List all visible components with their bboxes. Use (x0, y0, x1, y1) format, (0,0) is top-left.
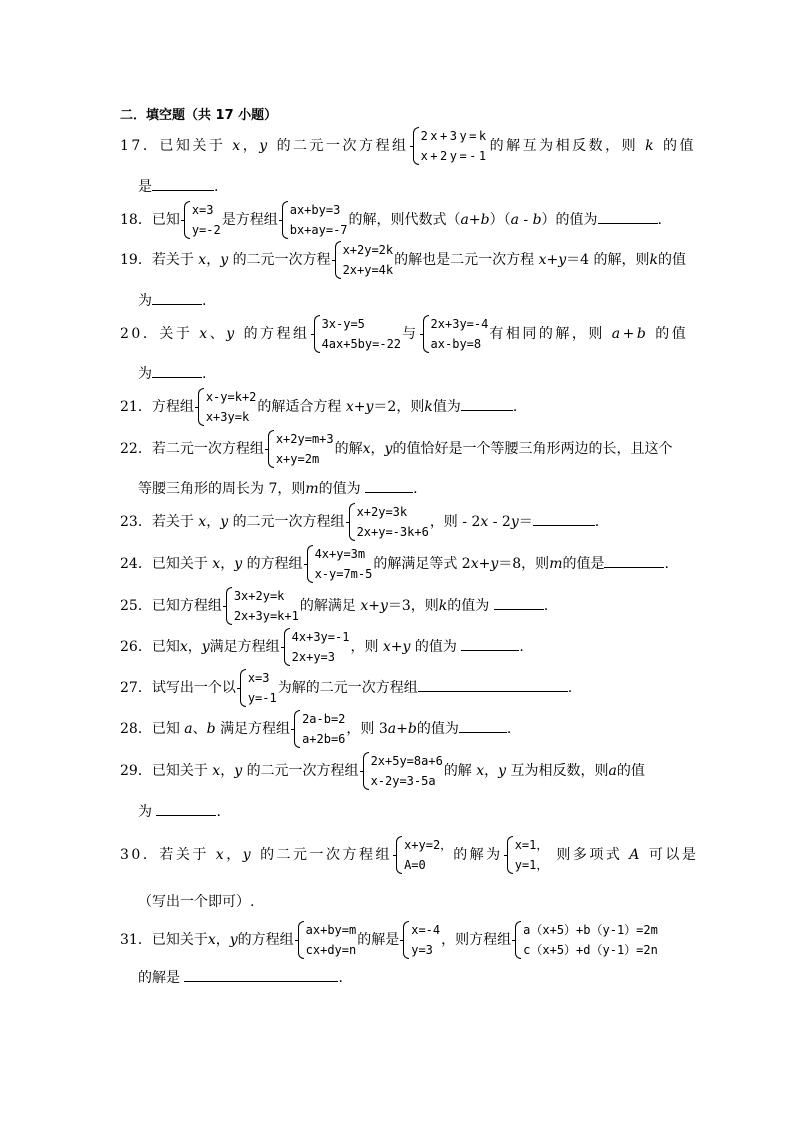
question-20: 20．关于 x、y 的方程组 3x-y=5 4ax+5by=-22 与 2x+3y=-4 ax-by=8 有相同的解，则 a+b 的值 (120, 314, 688, 354)
answer-blank[interactable] (418, 677, 568, 692)
question-24: 24．已知关于 x，y 的方程组 4x+y=3m x-y=7m-5 的解满足等式 2x+y＝8，则m的值是 . (120, 544, 669, 584)
question-22-line2: 等腰三角形的周长为 7，则m的值为 . (138, 478, 418, 499)
answer-blank[interactable] (461, 636, 519, 651)
question-27: 27．试写出一个以 x=3 y=-1 为解的二元一次方程组 . (120, 668, 572, 708)
solution-system: x=1， y=1， (504, 835, 549, 875)
equation-system: 2a-b=2 a+2b=6 (291, 709, 345, 749)
question-29: 29．已知关于 x，y 的二元一次方程组 2x+5y=8a+6 x-2y=3-5a 的解 x，y 互为相反数，则a的值 (120, 751, 645, 791)
question-19: 19．若关于 x，y 的二元一次方程 x+2y=2k 2x+y=4k 的解也是二元一次方程 x+y＝4 的解，则k的值 (120, 240, 686, 280)
answer-blank[interactable] (494, 595, 544, 610)
equation-system: 2x+5y=8a+6 x-2y=3-5a (360, 751, 443, 791)
question-17-line2: 是 . (138, 176, 218, 197)
answer-blank[interactable] (598, 209, 658, 224)
equation-system: x+2y=2k 2x+y=4k (332, 240, 394, 280)
equation-system: x-y=k+2 x+3y=k (195, 387, 257, 427)
question-22: 22．若二元一次方程组 x+2y=m+3 x+y=2m 的解x，y的值恰好是一个等腰三角形两边的长，且这个 (120, 429, 672, 469)
equation-system: 4x+y=3m x-y=7m-5 (304, 544, 373, 584)
solution-system: x=3 y=-2 (181, 200, 221, 240)
question-21: 21．方程组 x-y=k+2 x+3y=k 的解适合方程 x+y＝2，则k值为 . (120, 387, 517, 427)
equation-system: 3x+2y=k 2x+3y=k+1 (223, 586, 299, 626)
answer-blank[interactable] (604, 553, 664, 568)
equation-system: x+y=2， A=0 (393, 835, 452, 875)
solution-system: x=3 y=-1 (237, 668, 277, 708)
equation-system: a（x+5）+b（y-1）=2m c（x+5）+d（y-1）=2n (512, 920, 658, 960)
question-19-line2: 为 . (138, 290, 206, 311)
question-31: 31．已知关于x，y的方程组 ax+by=m cx+dy=n 的解是 x=-4 y=3 ，则方程组 a（x+5）+b（y-1）=2m c（x+5）+d（y-1）=2n (120, 920, 659, 960)
question-20-line2: 为 . (138, 363, 206, 384)
equation-system: 2x+3y=k x+2y=-1 (410, 126, 489, 166)
answer-blank[interactable] (152, 290, 202, 305)
equation-system: 4x+3y=-1 2x+y=3 (281, 627, 350, 667)
solution-system: x=-4 y=3 (400, 920, 440, 960)
question-25: 25．已知方程组 3x+2y=k 2x+3y=k+1 的解满足 x+y＝3，则k的值为 . (120, 586, 548, 626)
answer-blank[interactable] (156, 801, 216, 816)
answer-blank[interactable] (152, 176, 214, 191)
equation-system: ax+by=3 bx+ay=-7 (279, 200, 348, 240)
answer-blank[interactable] (533, 511, 595, 526)
answer-blank[interactable] (152, 363, 202, 378)
section-title: 二．填空题（共 17 小题） (120, 108, 278, 123)
equation-system: x+2y=3k 2x+y=-3k+6 (346, 502, 429, 542)
answer-blank[interactable] (459, 718, 507, 733)
equation-system: ax+by=m cx+dy=n (295, 920, 357, 960)
question-23: 23．若关于 x，y 的二元一次方程组 x+2y=3k 2x+y=-3k+6 ，则 - 2x - 2y＝ . (120, 502, 599, 542)
equation-system: 2x+3y=-4 ax-by=8 (420, 314, 489, 354)
equation-system: x+2y=m+3 x+y=2m (265, 429, 334, 469)
question-30-line2: （写出一个即可）. (138, 894, 255, 910)
question-17: 17．已知关于 x，y 的二元一次方程组 2x+3y=k x+2y=-1 的解互为相反数，则 k 的值 (120, 126, 696, 166)
answer-blank[interactable] (184, 967, 338, 982)
equation-system: 3x-y=5 4ax+5by=-22 (311, 314, 401, 354)
question-31-line2: 的解是 . (138, 967, 343, 988)
answer-blank[interactable] (365, 478, 413, 493)
question-29-line2: 为 . (138, 801, 221, 822)
question-28: 28．已知 a、b 满足方程组 2a-b=2 a+2b=6 ，则 3a+b的值为 . (120, 709, 511, 749)
answer-blank[interactable] (461, 396, 513, 411)
question-18: 18．已知 x=3 y=-2 是方程组 ax+by=3 bx+ay=-7 的解，则代数式（a+b）（a - b）的值为 . (120, 200, 662, 240)
question-26: 26．已知x，y满足方程组 4x+3y=-1 2x+y=3 ，则 x+y 的值为 . (120, 627, 524, 667)
question-30: 30．若关于 x，y 的二元一次方程组 x+y=2， A=0 的解为 x=1， y=1， 则多项式 A 可以是 (120, 835, 698, 875)
